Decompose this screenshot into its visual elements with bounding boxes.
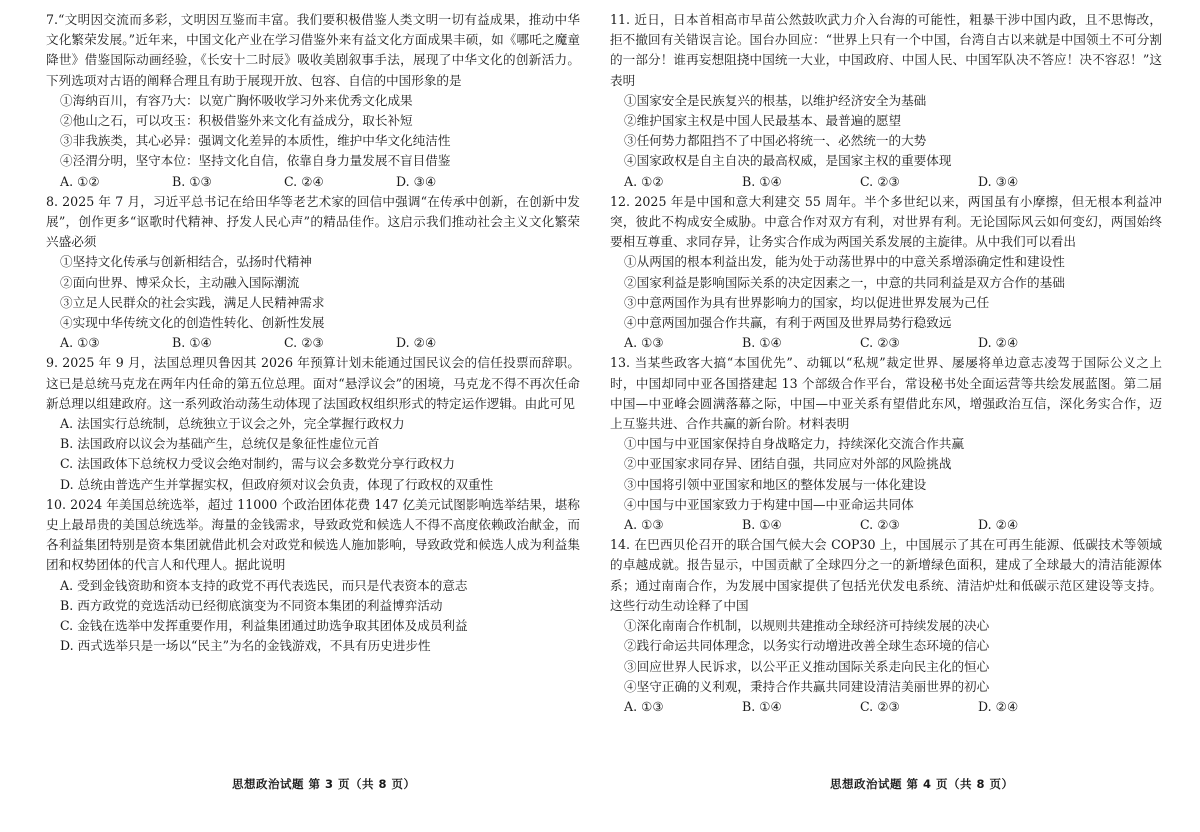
question-11-choices (624, 172, 1162, 192)
question-9-option-c: C. 法国政体下总统权力受议会绝对制约，需与议会多数党分享行政权力 (60, 456, 456, 472)
exam-page-4 (600, 0, 1200, 832)
choice-a: A. ①③ (60, 335, 100, 351)
question-9-option-b: B. 法国政府以议会为基础产生，总统仅是象征性虚位元首 (60, 436, 380, 452)
question-14-choices (624, 697, 1162, 717)
question-12-item-1: ①从两国的根本利益出发，能为处于动荡世界中的中意关系增添确定性和建设性 (624, 254, 1065, 270)
question-9-option-d: D. 总统由普选产生并掌握实权，但政府须对议会负责，体现了行政权的双重性 (60, 476, 494, 492)
choice-c: C. ②③ (860, 517, 900, 533)
question-7-item-4: ④泾渭分明，坚守本位：坚持文化自信，依靠自身力量发展不盲目借鉴 (60, 153, 451, 169)
choice-a: A. ①② (60, 173, 100, 189)
question-9-stem: 9. 2025 年 9 月，法国总理贝鲁因其 2026 年预算计划未能通过国民议会的信任投票而辞职。这已是总统马克龙在两年内任命的第五位总理。面对“悬浮议会”的困境，马克龙不得不再次任命新总理以组建政府。这一系列政治动荡生动体现了法国政权组织形式的特定运作逻辑。由此可见 (46, 355, 580, 411)
choice-a: A. ①② (624, 173, 664, 189)
choice-d: D. ③④ (396, 173, 437, 189)
question-7-item-1: ①海纳百川，有容乃大：以宽广胸怀吸收学习外来优秀文化成果 (60, 92, 413, 108)
question-8-choices (60, 333, 580, 353)
question-7-item-3: ③非我族类，其心必异：强调文化差异的本质性，维护中华文化纯洁性 (60, 133, 451, 149)
question-9 (46, 353, 580, 494)
choice-a: A. ①③ (624, 698, 664, 714)
question-13-choices (624, 515, 1162, 535)
question-7 (46, 10, 580, 192)
question-11-item-3: ③任何势力都阻挡不了中国必将统一、必然统一的大势 (624, 133, 927, 149)
page-3-column (46, 10, 580, 657)
choice-a: A. ①③ (624, 517, 664, 533)
question-14-item-3: ③回应世界人民诉求，以公平正义推动国际关系走向民主化的恒心 (624, 658, 990, 674)
question-12-item-2: ②国家利益是影响国际关系的决定因素之一，中意的共同利益是双方合作的基础 (624, 274, 1065, 290)
choice-d: D. ②④ (978, 335, 1019, 351)
choice-b: B. ①④ (742, 698, 782, 714)
question-11-stem: 11. 近日，日本首相高市早苗公然鼓吹武力介入台海的可能性，粗暴干涉中国内政，且不思悔改，拒不撤回有关错误言论。国台办回应：“世界上只有一个中国，台湾自古以来就是中国领土不可分割的一部分！谁再妄想阻挠中国统一大业，中国政府、中国人民、中国军队决不答应！决不容忍！”这表明 (610, 12, 1162, 88)
question-12-stem: 12. 2025 年是中国和意大利建交 55 周年。半个多世纪以来，两国虽有小摩擦，但无根本利益冲突，彼此不构成安全威胁。中意合作对双方有利，对世界有利。无论国际风云如何变幻，两国始终要相互尊重、求同存异，让务实合作成为两国关系发展的主旋律。从中我们可以看出 (610, 193, 1162, 250)
choice-b: B. ①④ (742, 173, 782, 189)
question-10-option-d: D. 西式选举只是一场以“民主”为名的金钱游戏，不具有历史进步性 (60, 638, 431, 654)
question-11-item-4: ④国家政权是自主自决的最高权威，是国家主权的重要体现 (624, 153, 952, 169)
question-10-option-b: B. 西方政党的竞选活动已经彻底演变为不同资本集团的利益博弈活动 (60, 597, 443, 613)
choice-c: C. ②④ (284, 173, 324, 189)
choice-c: C. ②③ (860, 173, 900, 189)
question-13-item-3: ③中国将引领中亚国家和地区的整体发展与一体化建设 (624, 476, 927, 492)
question-13-item-1: ①中国与中亚国家保持自身战略定力，持续深化交流合作共赢 (624, 436, 965, 452)
choice-b: B. ①④ (742, 335, 782, 351)
choice-d: D. ③④ (978, 173, 1019, 189)
question-12-item-4: ④中意两国加强合作共赢，有利于两国及世界局势行稳致远 (624, 315, 952, 331)
question-12-item-3: ③中意两国作为具有世界影响力的国家，均以促进世界发展为己任 (624, 294, 990, 310)
question-14-item-1: ①深化南南合作机制，以规则共建推动全球经济可持续发展的决心 (624, 618, 990, 634)
choice-a: A. ①③ (624, 335, 664, 351)
choice-c: C. ②③ (860, 698, 900, 714)
question-14-item-2: ②践行命运共同体理念，以务实行动增进改善全球生态环境的信心 (624, 638, 990, 654)
question-12 (610, 192, 1162, 354)
question-7-stem: 7.“文明因交流而多彩，文明因互鉴而丰富。我们要积极借鉴人类文明一切有益成果，推动中华文化繁荣发展。”近年来，中国文化产业在学习借鉴外来有益文化方面成果丰硕，如《哪吒之魔童降世》借鉴国际动画经验，《长安十二时辰》吸收美剧叙事手法，展现了中华文化的创新活力。下列选项对古语的阐释合理且有助于展现开放、包容、自信的中国形象的是 (46, 12, 580, 88)
question-9-option-a: A. 法国实行总统制，总统独立于议会之外，完全掌握行政权力 (60, 416, 405, 432)
question-14 (610, 535, 1162, 717)
choice-d: D. ②④ (978, 517, 1019, 533)
page-4-column (610, 10, 1162, 717)
question-7-choices (60, 172, 580, 192)
question-11-item-2: ②维护国家主权是中国人民最基本、最普遍的愿望 (624, 113, 902, 129)
choice-b: B. ①④ (742, 517, 782, 533)
question-10-option-a: A. 受到金钱资助和资本支持的政党不再代表选民，而只是代表资本的意志 (60, 577, 468, 593)
page-3-footer: 思想政治试题 第 3 页（共 8 页） (232, 777, 416, 791)
question-14-item-4: ④坚守正确的义利观，秉持合作共赢共同建设清洁美丽世界的初心 (624, 678, 990, 694)
question-8-item-3: ③立足人民群众的社会实践，满足人民精神需求 (60, 294, 325, 310)
question-13-stem: 13. 当某些政客大搞“本国优先”、动辄以“私规”裁定世界、屡屡将单边意志凌驾于国际公义之上时，中国却同中亚各国搭建起 13 个部级合作平台，常设秘书处全面运营等共绘发展蓝图。第二届中国—中亚峰会圆满落幕之际，中国—中亚关系有望借此东风，增强政治互信，深化务实合作，迈上互鉴共进、合作共赢的新台阶。材料表明 (610, 355, 1162, 432)
question-13-item-4: ④中国与中亚国家致力于构建中国—中亚命运共同体 (624, 496, 914, 512)
question-11 (610, 10, 1162, 192)
choice-b: B. ①③ (172, 173, 212, 189)
question-13-item-2: ②中亚国家求同存异、团结自强，共同应对外部的风险挑战 (624, 456, 952, 472)
choice-b: B. ①④ (172, 335, 212, 351)
choice-c: C. ②③ (860, 335, 900, 351)
question-10-option-c: C. 金钱在选举中发挥重要作用，利益集团通过助选争取其团体及成员利益 (60, 618, 468, 634)
question-8-item-2: ②面向世界、博采众长，主动融入国际潮流 (60, 274, 300, 290)
question-12-choices (624, 333, 1162, 353)
question-11-item-1: ①国家安全是民族复兴的根基，以维护经济安全为基础 (624, 92, 927, 108)
question-14-stem: 14. 在巴西贝伦召开的联合国气候大会 COP30 上，中国展示了其在可再生能源、低碳技术等领域的卓越成就。报告显示，中国贡献了全球四分之一的新增绿色面积，建成了全球最大的清洁能源体系；通过南南合作，为发展中国家提供了包括光伏发电系统、清洁炉灶和低碳示范区建设等支持。这些行动生动诠释了中国 (610, 537, 1162, 613)
question-10-stem: 10. 2024 年美国总统选举，超过 11000 个政治团体花费 147 亿美元试图影响选举结果，堪称史上最昂贵的美国总统选举。海量的金钱需求，导致政党和候选人不得不高度依赖政治献金，而各利益集团特别是资本集团就借此机会对政党和候选人施加影响，导致政党和候选人成为利益集团和权势团体的代言人和代理人。据此说明 (46, 496, 580, 573)
question-8-item-4: ④实现中华传统文化的创造性转化、创新性发展 (60, 315, 325, 331)
choice-d: D. ②④ (978, 698, 1019, 714)
question-8-stem: 8. 2025 年 7 月，习近平总书记在给田华等老艺术家的回信中强调“在传承中创新，在创新中发展”，创作更多“讴歌时代精神、抒发人民心声”的精品佳作。这启示我们推动社会主义文化繁荣兴盛必须 (46, 193, 580, 250)
question-10 (46, 495, 580, 657)
choice-d: D. ②④ (396, 335, 437, 351)
question-8-item-1: ①坚持文化传承与创新相结合，弘扬时代精神 (60, 254, 312, 270)
choice-c: C. ②③ (284, 335, 324, 351)
page-4-footer: 思想政治试题 第 4 页（共 8 页） (830, 777, 1014, 791)
question-13 (610, 353, 1162, 535)
question-8 (46, 192, 580, 354)
question-7-item-2: ②他山之石，可以攻玉：积极借鉴外来文化有益成分，取长补短 (60, 113, 413, 129)
